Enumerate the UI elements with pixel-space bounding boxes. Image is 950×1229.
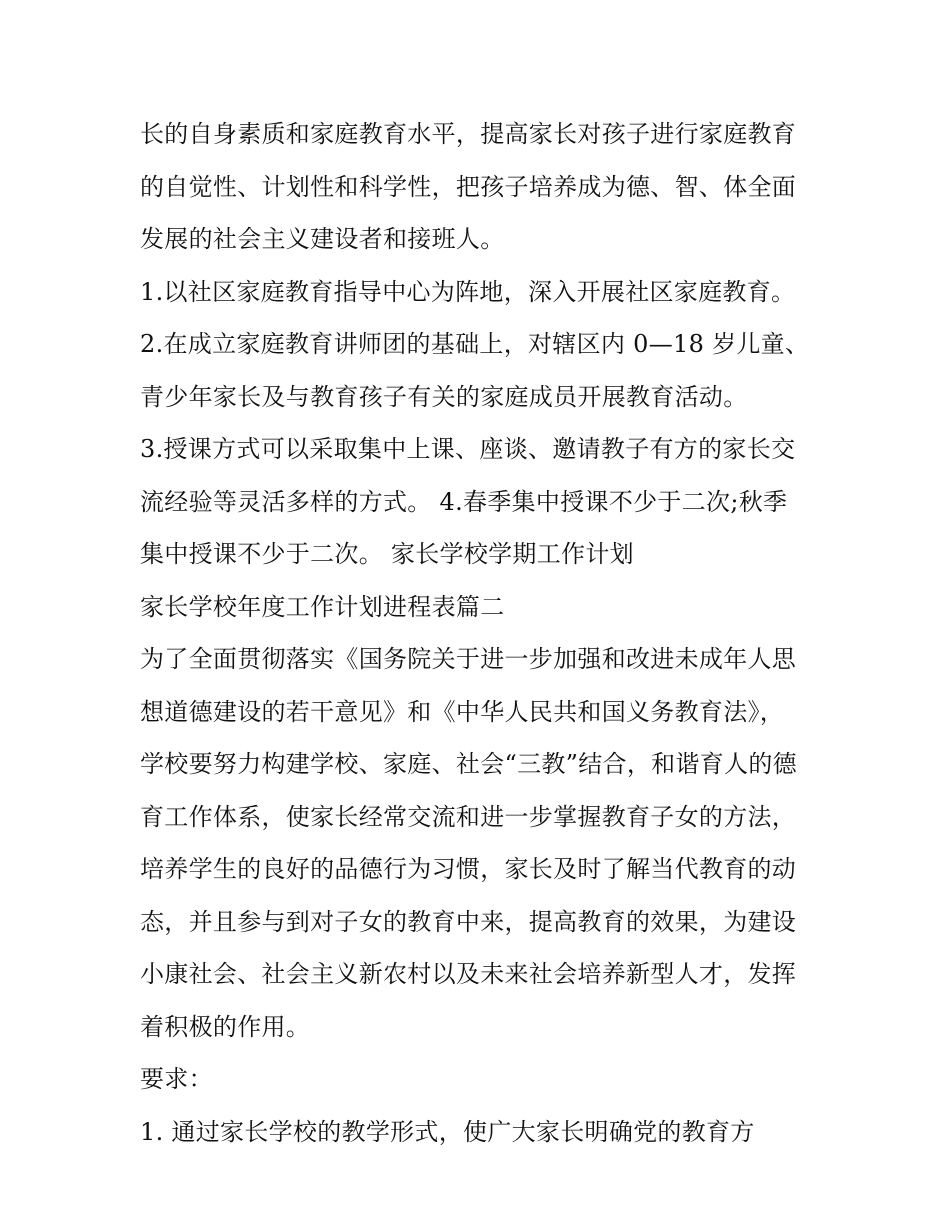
- text-line: 流经验等灵活多样的方式。 4.春季集中授课不少于二次;秋季: [140, 487, 788, 516]
- text-line: 小康社会、社会主义新农村以及未来社会培养新型人才，发挥: [140, 960, 797, 988]
- text-line: 育工作体系，使家长经常交流和进一步掌握教育子女的方法，: [140, 802, 797, 831]
- section-heading: 家长学校年度工作计划进程表篇二: [140, 592, 505, 621]
- text-line: 着积极的作用。: [140, 1012, 311, 1041]
- list-item-3: 3.授课方式可以采取集中上课、座谈、邀请教子有方的家长交: [140, 435, 796, 463]
- text-line: 想道德建设的若干意见》和《中华人民共和国义务教育法》，: [140, 697, 785, 726]
- requirements-heading: 要求：: [140, 1065, 213, 1093]
- list-item-1: 1.以社区家庭教育指导中心为阵地，深入开展社区家庭教育。: [140, 277, 796, 306]
- text-line: 长的自身素质和家庭教育水平，提高家长对孩子进行家庭教育: [140, 120, 797, 148]
- text-line: 培养学生的良好的品德行为习惯，家长及时了解当代教育的动: [140, 855, 797, 883]
- document-body: [140, 108, 820, 1158]
- text-line: 发展的社会主义建设者和接班人。: [140, 225, 505, 253]
- text-line: 态，并且参与到对子女的教育中来，提高教育的效果，为建设: [140, 907, 797, 936]
- requirement-item-1: 1. 通过家长学校的教学形式，使广大家长明确党的教育方: [140, 1117, 755, 1146]
- text-line: 青少年家长及与教育孩子有关的家庭成员开展教育活动。: [140, 382, 748, 411]
- text-line: 的自觉性、计划性和科学性，把孩子培养成为德、智、体全面: [140, 172, 797, 201]
- list-item-2: 2.在成立家庭教育讲师团的基础上，对辖区内 0—18 岁儿童、: [140, 330, 810, 358]
- text-line: 学校要努力构建学校、家庭、社会“三教”结合，和谐育人的德: [140, 750, 797, 778]
- text-line: 为了全面贯彻落实《国务院关于进一步加强和改进未成年人思: [140, 645, 797, 673]
- text-line: 集中授课不少于二次。 家长学校学期工作计划: [140, 540, 634, 568]
